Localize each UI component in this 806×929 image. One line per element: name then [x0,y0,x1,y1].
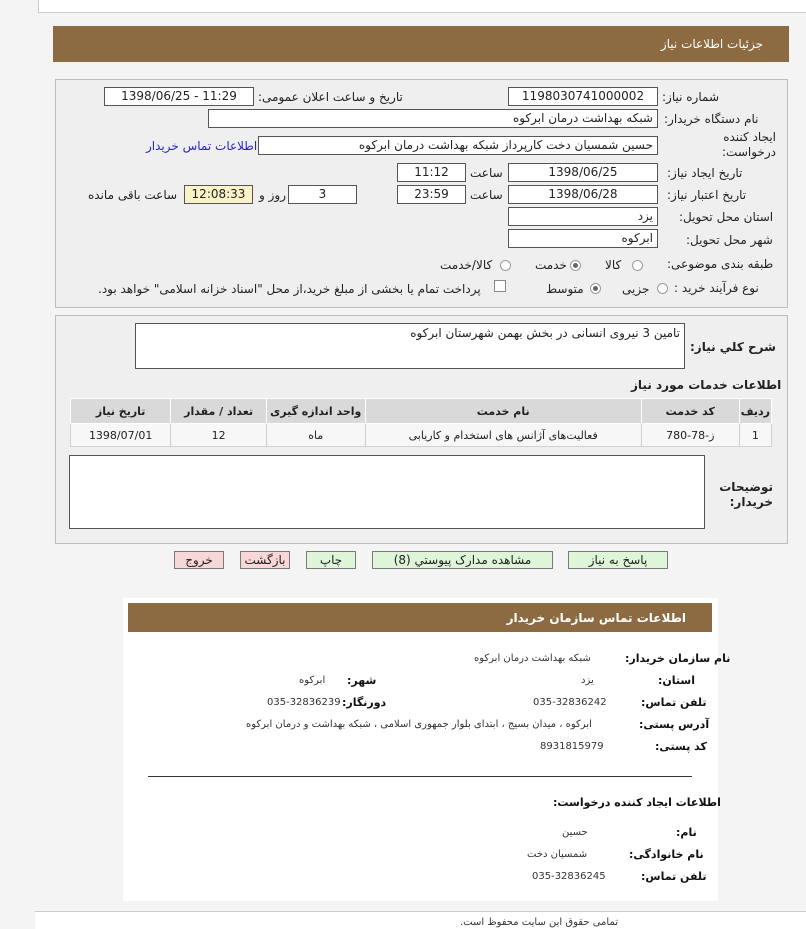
city-label: شهر محل تحویل: [686,233,773,247]
cell-qty: 12 [171,424,267,447]
services-title: اطلاعات خدمات مورد نياز [631,378,782,392]
contact-city-value: ابرکوه [299,675,326,686]
contact-province-value: یزد [581,675,594,686]
print-button[interactable]: چاپ [306,551,356,569]
footer-bar [35,911,806,929]
category-goods-label: کالا [605,258,622,272]
announce-date-field: 1398/06/25 - 11:29 [104,87,254,106]
creator-info-title: اطلاعات ایجاد کننده درخواست: [553,796,721,809]
contact-phone-label: تلفن تماس: [641,696,707,709]
city-field: ابرکوه [508,229,658,248]
col-name: نام خدمت [365,399,641,424]
services-table [70,398,772,447]
category-service-label: خدمت [535,258,567,272]
contact-address-label: آدرس پستی: [639,718,710,731]
creator-phone-value: 035-32836245 [532,871,606,882]
contact-city-label: شهر: [347,674,377,687]
table-header-row [71,399,772,424]
page-header [53,26,789,62]
contact-org-label: نام سازمان خریدار: [625,652,731,665]
creator-name-label: نام: [676,826,697,839]
create-time-label: ساعت [470,166,503,180]
buyer-notes-textarea [69,455,705,529]
validity-time-label: ساعت [470,188,503,202]
days-field: 3 [288,185,357,204]
buyer-notes-label: توضیحات خریدار: [719,480,773,509]
category-radio-goods[interactable] [632,258,643,272]
process-label: نوع فرآیند خرید : [674,281,759,295]
summary-text: تامین 3 نیروی انسانی در بخش بهمن شهرستان ابرکوه [410,326,680,340]
cell-code: ز-78-780 [641,424,739,447]
category-radio-service[interactable] [570,258,581,272]
province-field: یزد [508,207,658,226]
announce-date-label: تاریخ و ساعت اعلان عمومی: [258,90,403,104]
contact-province-label: استان: [658,674,695,687]
contact-org-value: شبکه بهداشت درمان ابرکوه [474,653,591,664]
contact-phone-value: 035-32836242 [533,697,607,708]
back-button[interactable]: بازگشت [240,551,290,569]
summary-label: شرح کلي نياز: [690,340,776,354]
create-time-field: 11:12 [397,163,466,182]
create-date-field: 1398/06/25 [508,163,658,182]
summary-textarea [135,323,685,369]
attachments-button[interactable]: مشاهده مدارک پیوستي (8) [372,551,553,569]
process-medium-label: متوسط [546,282,584,296]
category-both-label: کالا/خدمت [440,258,493,272]
creator-field: حسین شمسیان دخت کارپرداز شبکه بهداشت درمان ابرکوه [258,136,658,155]
contact-card-header [128,603,712,632]
contact-postal-value: 8931815979 [540,741,604,752]
remaining-label: ساعت باقی مانده [88,188,178,202]
validity-date-label: تاریخ اعتبار نیاز: [667,188,747,202]
creator-label: ایجاد کننده درخواست: [722,130,776,159]
create-date-label: تاریخ ایجاد نیاز: [667,166,743,180]
contact-card-title: اطلاعات تماس سازمان خریدار [506,611,686,625]
contact-fax-label: دورنگار: [342,696,387,709]
col-unit: واحد اندازه گیری [266,399,365,424]
category-label: طبقه بندی موضوعی: [667,257,774,271]
category-radio-both[interactable] [500,258,511,272]
cell-row: 1 [739,424,771,447]
buyer-org-field: شبکه بهداشت درمان ابرکوه [208,109,658,128]
need-number-label: شماره نیاز: [662,90,719,104]
payment-note: پرداخت تمام یا بخشی از مبلغ خرید،از محل "اسناد خزانه اسلامی" خواهد بود. [98,282,481,296]
treasury-checkbox[interactable] [494,280,506,295]
page-title: جزئیات اطلاعات نیاز [660,37,763,51]
validity-time-field: 23:59 [397,185,466,204]
contact-divider [148,776,692,777]
contact-card [123,598,731,901]
contact-fax-value: 035-32836239 [267,697,341,708]
days-label: روز و [259,188,286,202]
need-number-field: 1198030741000002 [508,87,658,106]
footer-text: تمامی حقوق این سایت محفوظ است. [460,917,619,928]
validity-date-field: 1398/06/28 [508,185,658,204]
province-label: استان محل تحویل: [679,210,774,224]
process-radio-medium[interactable] [590,281,601,295]
cell-name: فعالیت‌های آژانس های استخدام و کاریابی [365,424,641,447]
services-table-wrap [70,398,772,447]
creator-family-label: نام خانوادگی: [629,848,704,861]
col-qty: تعداد / مقدار [171,399,267,424]
col-row: ردیف [739,399,771,424]
col-code: کد خدمت [641,399,739,424]
creator-family-value: شمسیان دخت [527,849,588,860]
cell-date: 1398/07/01 [71,424,171,447]
top-strip [38,0,806,13]
contact-address-value: ابرکوه ، میدان بسیج ، ابتدای بلوار جمهوری اسلامی ، شبکه بهداشت و درمان ابرکوه [246,719,592,730]
cell-unit: ماه [266,424,365,447]
reply-button[interactable]: پاسخ به نیاز [568,551,668,569]
buyer-contact-link[interactable]: اطلاعات تماس خریدار [146,139,258,153]
table-row [71,424,772,447]
process-radio-minor[interactable] [657,281,668,295]
process-minor-label: جزیی [622,282,650,296]
creator-name-value: حسین [562,827,588,838]
buyer-org-label: نام دستگاه خریدار: [664,112,759,126]
col-date: تاریخ نیاز [71,399,171,424]
exit-button[interactable]: خروج [174,551,224,569]
remaining-time-field: 12:08:33 [184,185,253,204]
contact-postal-label: کد پستی: [655,740,707,753]
creator-phone-label: تلفن تماس: [641,870,707,883]
